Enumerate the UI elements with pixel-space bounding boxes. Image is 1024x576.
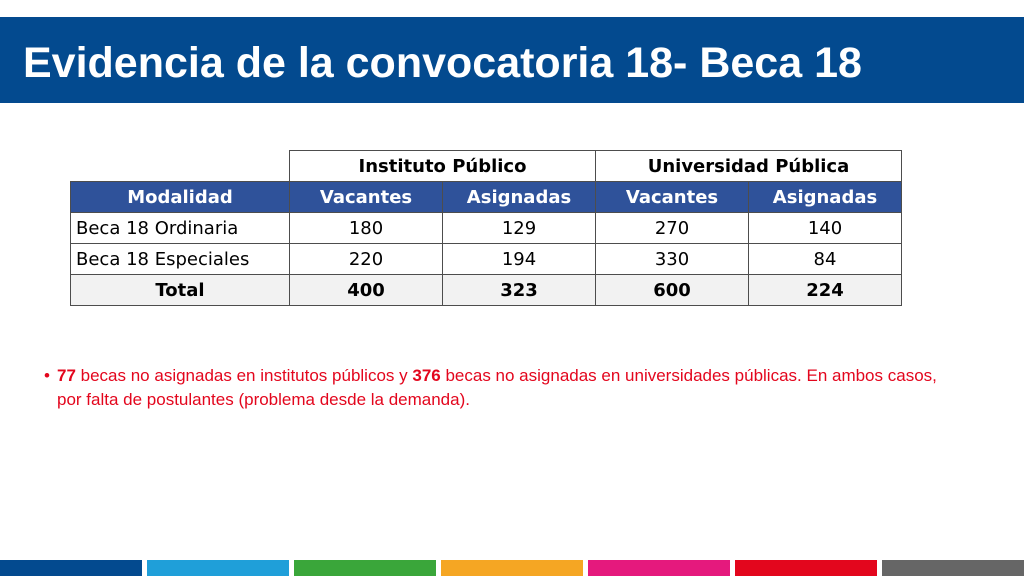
group-header-universidad: Universidad Pública xyxy=(596,151,902,182)
total-row xyxy=(71,275,902,306)
unassigned-universidades-count: 376 xyxy=(412,366,441,385)
footer-stripe xyxy=(735,560,877,576)
note-text xyxy=(44,364,944,412)
footer-stripe xyxy=(882,560,1024,576)
group-header-row xyxy=(71,151,902,182)
footer-stripe xyxy=(588,560,730,576)
table-cell: 330 xyxy=(596,244,749,275)
table-cell: 194 xyxy=(443,244,596,275)
footer-stripe xyxy=(0,560,142,576)
total-label: Total xyxy=(71,275,290,306)
footer-stripes xyxy=(0,560,1024,576)
table-cell: 220 xyxy=(290,244,443,275)
scholarship-table xyxy=(70,150,902,306)
note-text-part1: becas no asignadas en institutos públicos y xyxy=(75,366,413,385)
header-asignadas-instituto: Asignadas xyxy=(443,182,596,213)
footer-stripe xyxy=(147,560,289,576)
note-bullet-item xyxy=(44,364,944,412)
table-row xyxy=(71,244,902,275)
table-cell: 140 xyxy=(749,213,902,244)
total-cell: 323 xyxy=(443,275,596,306)
group-header-instituto: Instituto Público xyxy=(290,151,596,182)
header-asignadas-universidad: Asignadas xyxy=(749,182,902,213)
header-vacantes-universidad: Vacantes xyxy=(596,182,749,213)
total-cell: 600 xyxy=(596,275,749,306)
table-cell: 84 xyxy=(749,244,902,275)
header-modalidad: Modalidad xyxy=(71,182,290,213)
table-cell: 129 xyxy=(443,213,596,244)
bullet-icon: • xyxy=(44,366,50,385)
total-cell: 400 xyxy=(290,275,443,306)
table-row xyxy=(71,213,902,244)
footer-stripe xyxy=(441,560,583,576)
row-label: Beca 18 Especiales xyxy=(71,244,290,275)
table-cell: 180 xyxy=(290,213,443,244)
slide-title: Evidencia de la convocatoria 18- Beca 18 xyxy=(23,39,862,87)
row-label: Beca 18 Ordinaria xyxy=(71,213,290,244)
footer-stripe xyxy=(294,560,436,576)
blank-cell xyxy=(71,151,290,182)
unassigned-institutos-count: 77 xyxy=(57,366,76,385)
note-text-part2: becas no asignadas en universidades públicas. En ambos casos, por falta de postulantes (problema desde la demanda). xyxy=(57,366,937,409)
total-cell: 224 xyxy=(749,275,902,306)
column-header-row xyxy=(71,182,902,213)
header-vacantes-instituto: Vacantes xyxy=(290,182,443,213)
table-cell: 270 xyxy=(596,213,749,244)
